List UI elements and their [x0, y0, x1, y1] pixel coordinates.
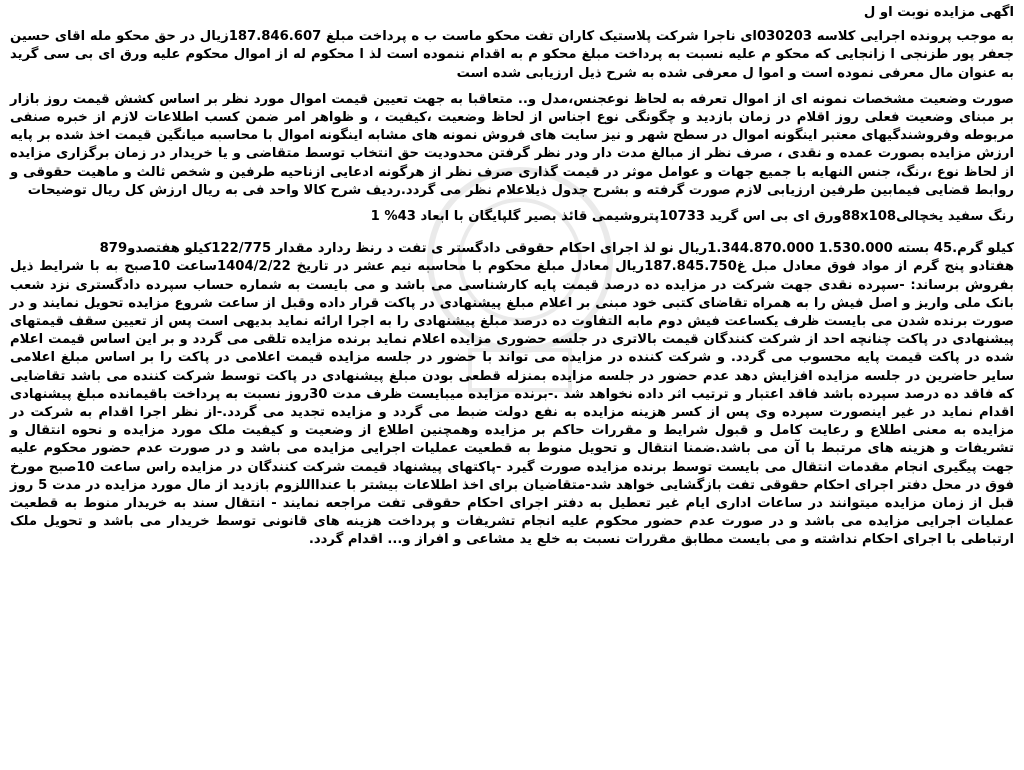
- auction-conditions-paragraph: هفتادو پنج گرم از مواد فوق معادل مبل غ187.845.750ریال معادل مبلغ محکوم با محاسبه نیم عشر در تاریخ 1404/2/22ساعت 10صبح به با شرایط ذیل بفروش برساند: -سپرده نقدی جهت شرکت در مزایده ده درصد قیمت پایه کارشناسی می باشد و می بایست به شماره حساب سپرده دادگستری نزد شعب بانک ملی واریز و اصل فیش را به همراه تقاضای کتبی خود مبنی بر اعلام مبلغ پیشنهادی در پاکت قرار داده وقبل از ساعت شروع مزایده تحویل نمایند و در صورت برنده شدن می بایست ظرف یکساعت فیش دوم مابه التفاوت ده درصد مبلغ پیشنهادی را به اجرا ارائه نماید بدیهی است پس از تعیین سقف قیمتهای پیشنهادی در پاکت چنانچه احد از شرکت کنندگان قیمت بالاتری در جلسه حضوری مزایده اعلام نماید برنده مزایده تلقی می گردد و بر این اساس قیمت اعلام شده در پاکت قیمت پایه محسوب می گردد. و شرکت کننده در مزایده می تواند با حضور در جلسه مزایده قیمت اعلامی در پاکت را بر اساس مبلغ اعلامی سایر حاضرین در جلسه مزایده افزایش دهد عدم حضور در جلسه مزایده بمنزله قطعی بودن مبلغ پیشنهادی در پاکت توسط شرکت کننده می باشد تقاضایی که فاقد ده درصد سپرده باشد فاقد اعتبار و ترتیب اثر داده نخواهد شد .-برنده مزایده میبایست ظرف مدت 30روز نسبت به پرداخت باقیمانده مبلغ پیشنهادی اقدام نماید در غیر اینصورت سپرده وی پس از کسر هزینه مزایده به نفع دولت ضبط می گردد و مزایده تجدید می گردد.-از نظر اجرا اقدام به شرکت در مزایده به معنی اطلاع و رعایت کامل و قبول شرایط و مقررات حاکم بر مزایده وهمچنین اطلاع از وضعیت و کیفیت ملک مورد مزایده و نحوه انتقال و تشریفات و هزینه های مرتبط با آن می باشد.ضمنا انتقال و تحویل منوط به قطعیت عملیات اجرایی مزایده می باشد و در صورت عدم حضور محکوم علیه جهت پیگیری انجام مقدمات انتقال می بایست توسط برنده مزایده صورت گیرد -پاکتهای پیشنهاد قیمت شرکت کنندگان در مزایده راس ساعت 10صبح مورخ فوق در محل دفتر اجرای احکام حقوقی تفت بازگشایی خواهد شد-متقاضیان برای اخذ اطلاعات بیشتر با عندااللزوم بازدید از مال مورد مزایده در مدت 5 روز قبل از زمان مزایده میتوانند در ساعات اداری ایام غیر تعطیل به دفتر اجرای احکام حقوقی تفت مراجعه نمایند - انتقال سند به خریدار منوط به قطعیت عملیات اجرایی مزایده می باشد و در صورت عدم حضور محکوم علیه انجام تشریفات و پرداخت هزینه های قانونی توسط خریدار می باشد و تحویل ملک ارتباطی با اجرای احکام نداشته و می بایست مطابق مقررات نسبت به خلع ید مشاعی و افراز و... اقدام گردد.: [10, 259, 1015, 548]
- notice-title: اگهی مزایده نوبت او ل: [863, 5, 1014, 20]
- item-description-row: رنگ سفید یخچالی88x108ورق ای بی اس گرید 10733پتروشیمی قائذ بصیر گلپایگان با ابعاد 43% 1: [370, 209, 1014, 225]
- case-intro-paragraph: به موجب پرونده اجرایی کلاسه 030203ای ناجرا شرکت پلاستیک کاران تفت محکو ماست ب ه پرداخت مبلغ 187.846.607زیال در حق محکو مله اقای حسین جعفر پور طزنجی ا زانجایی که محکو م علیه نسبت به پرداخت مبلغ محکو م به اقدام ننموده است لذ ا محکوم له از اموال محکوم علیه ورق ای بی سی گرید به عنوان مال معرفی نموده است و اموا ل معرفی شده به شرح ذیل ارزیابی شده است: [10, 29, 1014, 81]
- auction-notice: [10, 4, 1014, 550]
- valuation-paragraph: صورت وضعیت مشخصات نمونه ای از اموال تعرفه به لحاظ نوعجنس،مدل و.. متعاقبا به جهت تعیین قیمت اموال مورد نظر بر اساس کشش قیمت روز بازار بر مبنای وضعیت فعلی روز اقلام در زمان بازدید و چگونگی نوع اجناس از لحاظ وضعیت ،کیفیت ، و ظواهر امر ضمن کسب اطلاعات لازم از خبره صنفی مربوطه وفروشندگیهای معتبر اینگونه اموال در سطح شهر و نیز سایت های فروش نمونه های مشابه اینگونه اموال با محاسبه میانگین قیمت اخذ شده بر پایه ارزش مزایده بصورت عمده و نقدی ، صرف نظر از مبالغ مدت دار ودر نظر گرفتن محدودیت حق انتخاب توسط متقاضی و یا خریدار در زمان برگزاری مزایده از لحاظ نوع ،رنگ، جنس النهایه با جمیع جهات و عوامل موثر در قیمت گذاری صرف نظر از هرگونه ادعایی ازناحیه طرفین و شخص ثالث و ماهیت حقوقی و روابط قضایی فیمابین طرفین ارزیابی لازم صورت گرفته و بشرح جدول ذیلاعلام نظر می گردد.ردیف شرح کالا واحد فی به ریال ارزش کل ریال توضیحات: [10, 91, 1014, 198]
- item-values-row: کیلو گرم.45 بسته 1.530.000 1.344.870.000ریال نو لذ اجرای احکام حقوقی دادگستر ی تفت د رنظ ردارد مقدار 122/775کیلو هفتصدو879: [99, 241, 1014, 257]
